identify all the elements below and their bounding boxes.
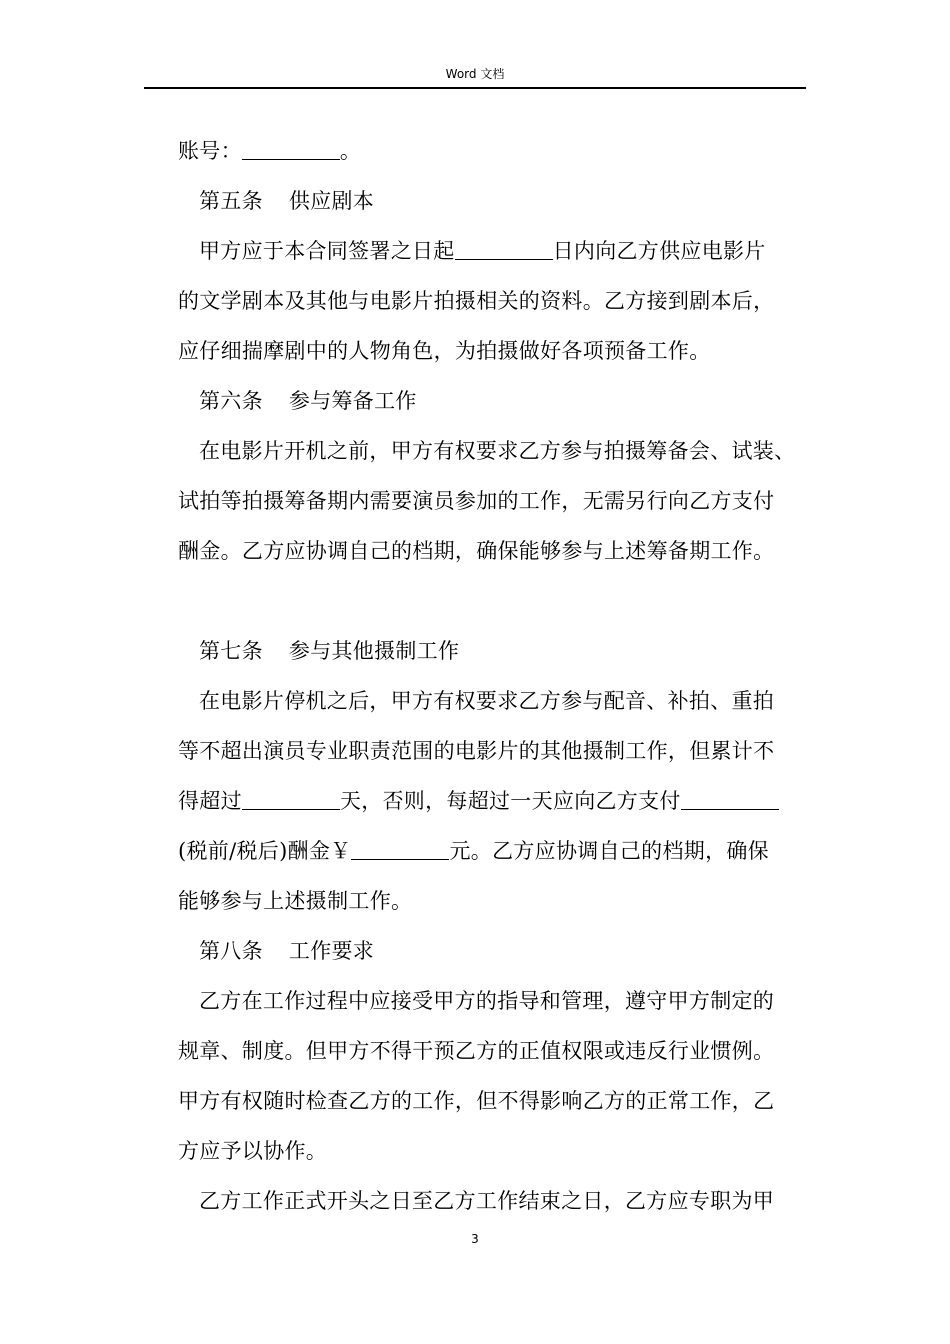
article-5-heading <box>178 176 818 226</box>
paragraph-line: 规章、制度。但甲方不得干预乙方的正值权限或违反行业惯例。 <box>178 1039 775 1063</box>
account-label: 账号： <box>178 139 242 163</box>
text-segment: 天，否则，每超过一天应向乙方支付 <box>339 789 681 813</box>
text-segment: 元。乙方应协调自己的档期，确保 <box>449 839 769 863</box>
text-segment: 甲方应于本合同签署之日起 <box>199 239 455 263</box>
account-line <box>178 126 818 176</box>
article-title: 参与筹备工作 <box>288 389 417 413</box>
paragraph-line: 方应予以协作。 <box>178 1139 328 1163</box>
paragraph-line: 的文学剧本及其他与电影片拍摄相关的资料。乙方接到剧本后， <box>178 289 775 313</box>
header-divider <box>144 87 806 89</box>
paragraph-line <box>178 776 818 826</box>
article-title: 供应剧本 <box>288 189 375 213</box>
article-number: 第五条 <box>199 189 263 213</box>
article-title: 参与其他摄制工作 <box>288 639 460 663</box>
article-7-heading <box>178 626 818 676</box>
paragraph-line: 能够参与上述摄制工作。 <box>178 889 413 913</box>
paragraph-line <box>178 826 818 876</box>
paragraph-line: 甲方有权随时检查乙方的工作，但不得影响乙方的正常工作，乙 <box>178 1089 775 1113</box>
article-number: 第八条 <box>199 939 263 963</box>
text-segment: (税前/税后)酬金￥ <box>178 839 352 863</box>
document-body <box>178 126 818 1226</box>
paragraph-line: 在电影片开机之前，甲方有权要求乙方参与拍摄筹备会、试装、 <box>199 439 796 463</box>
article-8-heading <box>178 926 818 976</box>
text-segment: 。 <box>339 139 362 163</box>
article-title: 工作要求 <box>288 939 375 963</box>
paragraph-line: 酬金。乙方应协调自己的档期，确保能够参与上述筹备期工作。 <box>178 539 775 563</box>
blank-field[interactable] <box>242 139 340 160</box>
article-number: 第六条 <box>199 389 263 413</box>
blank-field[interactable] <box>242 789 340 810</box>
text-segment: 得超过 <box>178 789 242 813</box>
paragraph-line: 在电影片停机之后，甲方有权要求乙方参与配音、补拍、重拍 <box>199 689 775 713</box>
page-number: 3 <box>471 1232 479 1246</box>
blank-line <box>178 576 818 626</box>
paragraph-line: 应仔细揣摩剧中的人物角色，为拍摄做好各项预备工作。 <box>178 339 711 363</box>
paragraph-line: 试拍等拍摄筹备期内需要演员参加的工作，无需另行向乙方支付 <box>178 489 775 513</box>
blank-field[interactable] <box>681 789 779 810</box>
article-6-heading <box>178 376 818 426</box>
paragraph-line: 等不超出演员专业职责范围的电影片的其他摄制工作，但累计不 <box>178 739 775 763</box>
blank-field[interactable] <box>351 839 449 860</box>
article-number: 第七条 <box>199 639 263 663</box>
blank-field[interactable] <box>455 239 553 260</box>
paragraph-line: 乙方在工作过程中应接受甲方的指导和管理，遵守甲方制定的 <box>199 989 775 1013</box>
page-header: Word 文档 <box>445 67 505 81</box>
text-segment: 日内向乙方供应电影片 <box>552 239 766 263</box>
paragraph-line <box>178 226 818 276</box>
paragraph-line: 乙方工作正式开头之日至乙方工作结束之日，乙方应专职为甲 <box>199 1189 775 1213</box>
